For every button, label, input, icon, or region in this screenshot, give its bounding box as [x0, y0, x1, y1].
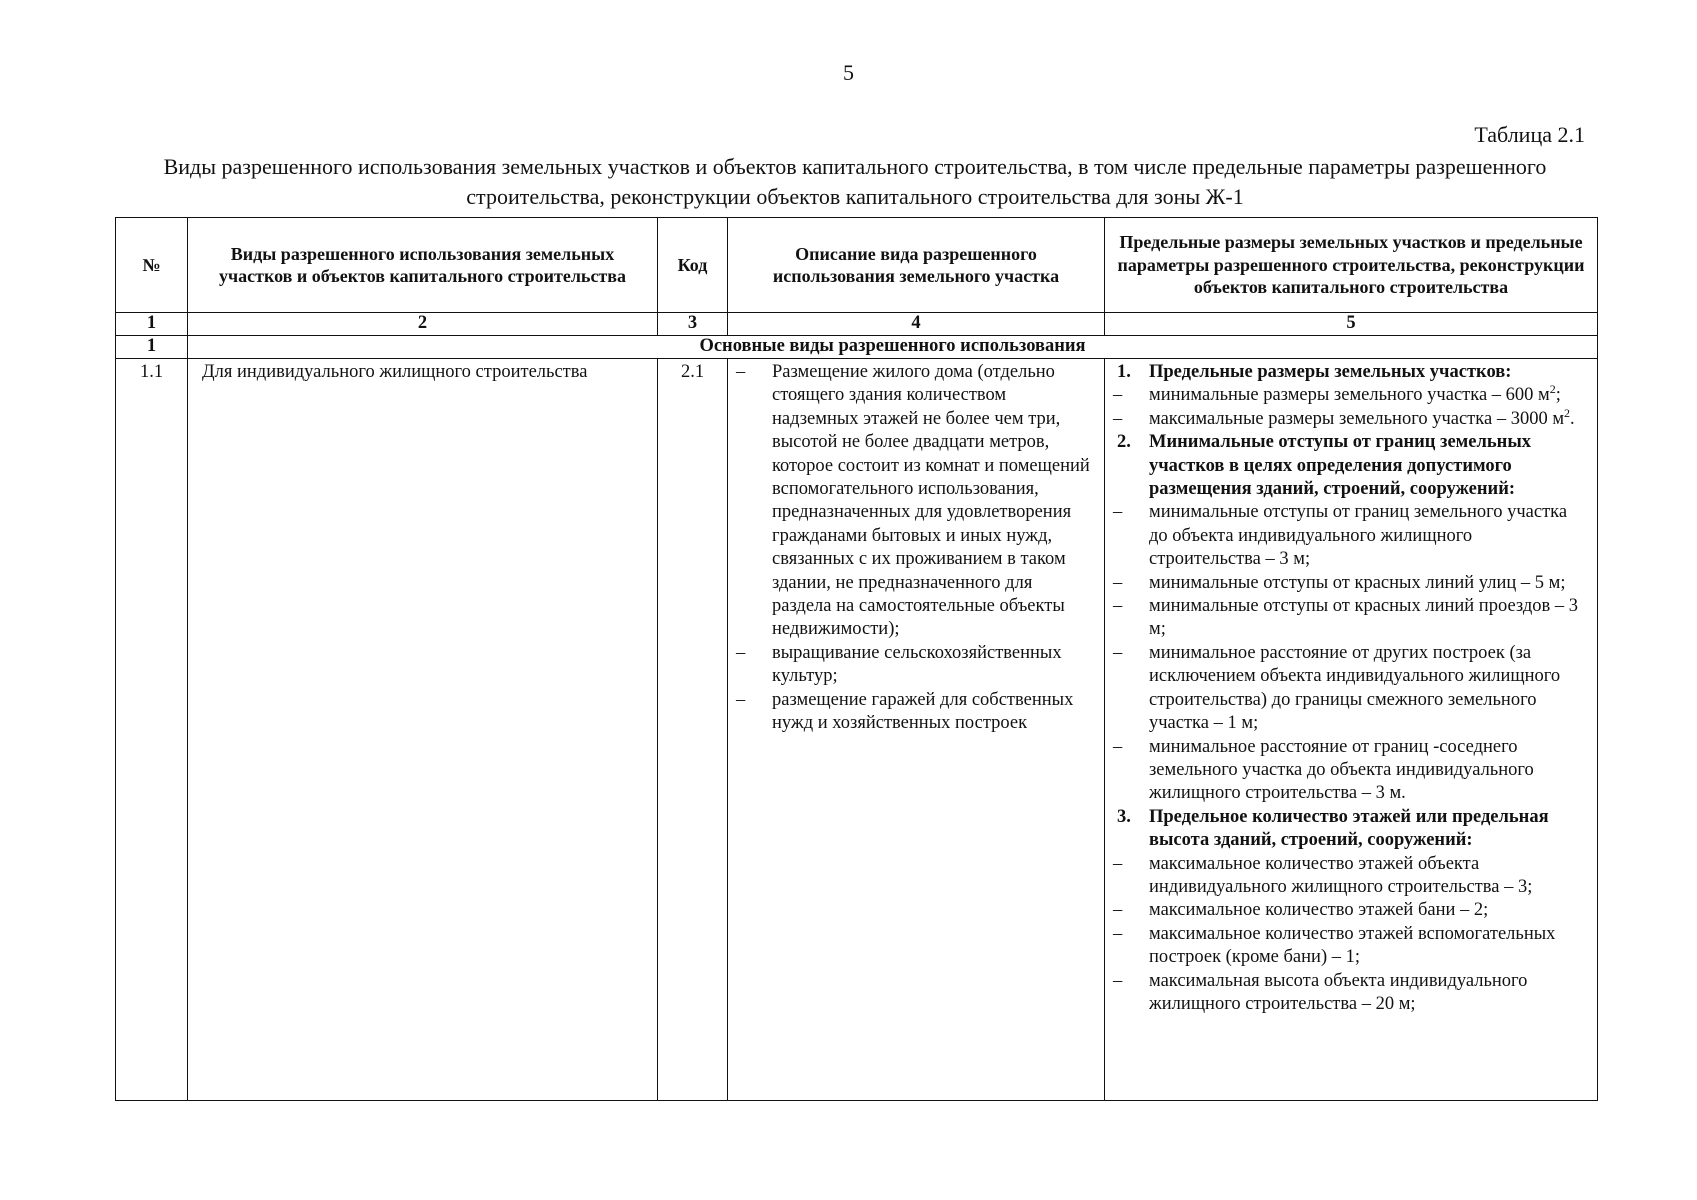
- table-title: Виды разрешенного использования земельных участков и объектов капитального строительства, в том числе предельные параметры разрешенного строительства, реконструкции объектов капитального строительства для зоны Ж-1: [163, 154, 1547, 209]
- column-number: 2: [188, 313, 658, 336]
- limit-item: – максимальная высота объекта индивидуального жилищного строительства – 20 м;: [1105, 970, 1587, 1017]
- column-number: 3: [658, 313, 728, 336]
- header-row: [116, 218, 1598, 313]
- limit-item: – максимальное количество этажей объекта индивидуального жилищного строительства – 3;: [1105, 853, 1587, 900]
- row-description: [728, 359, 1105, 1101]
- column-number: 5: [1105, 313, 1598, 336]
- header-num: №: [116, 218, 188, 313]
- description-item: – выращивание сельскохозяйственных культур;: [728, 642, 1094, 689]
- header-types: Виды разрешенного использования земельных участков и объектов капитального строительства: [188, 218, 658, 313]
- header-limits: Предельные размеры земельных участков и предельные параметры разрешенного строительства, реконструкции объектов капитального строительства: [1105, 218, 1598, 313]
- section-title: Основные виды разрешенного использования: [188, 336, 1598, 359]
- limit-item: – минимальное расстояние от границ -соседнего земельного участка до объекта индивидуального жилищного строительства – 3 м.: [1105, 736, 1587, 806]
- punct: .: [1570, 408, 1575, 429]
- section-heading: Предельные размеры земельных участков:: [1149, 362, 1512, 382]
- table-label: Таблица 2.1: [1474, 122, 1585, 147]
- section-index: 3.: [1117, 806, 1131, 827]
- limit-item: [1105, 384, 1587, 407]
- column-number: 4: [728, 313, 1105, 336]
- row-number: 1.1: [116, 359, 188, 1101]
- row-code: 2.1: [658, 359, 728, 1101]
- section-heading: Минимальные отступы от границ земельных участков в целях определения допустимого размещения зданий, строений, сооружений:: [1149, 432, 1532, 500]
- limits-section-sizes: [1105, 361, 1597, 431]
- table-row: [116, 359, 1598, 1101]
- limit-text: максимальные размеры земельного участка – 3000 м: [1149, 408, 1565, 429]
- limit-item: – минимальные отступы от красных линий улиц – 5 м;: [1105, 572, 1587, 595]
- punct: ;: [1555, 385, 1561, 406]
- description-item: – Размещение жилого дома (отдельно стоящего здания количеством надземных этажей не более чем три, высотой не более двадцати метров, которое состоит из комнат и помещений вспомогательного использования, предназначенных для удовлетворения гражданами бытовых и иных нужд, связанных с их проживанием в таком здании, не предназначенного для раздела на самостоятельные объекты недвижимости);: [728, 361, 1094, 642]
- header-description: Описание вида разрешенного использования земельного участка: [728, 218, 1105, 313]
- section-row: [116, 336, 1598, 359]
- limit-item: – минимальные отступы от красных линий проездов – 3 м;: [1105, 595, 1587, 642]
- description-item: – размещение гаражей для собственных нужд и хозяйственных построек: [728, 689, 1094, 736]
- column-number: 1: [116, 313, 188, 336]
- superscript: 2: [1564, 405, 1571, 420]
- limits-section-height: [1105, 806, 1597, 1017]
- section-number: 1: [116, 336, 188, 359]
- limit-item: [1105, 405, 1587, 431]
- section-index: 2.: [1117, 432, 1131, 453]
- page-number: 5: [843, 60, 854, 85]
- column-numbers-row: [116, 313, 1598, 336]
- limit-item: – минимальное расстояние от других построек (за исключением объекта индивидуального жилищного строительства) до границы смежного земельного участка – 1 м;: [1105, 642, 1587, 736]
- section-index: 1.: [1117, 362, 1131, 382]
- limit-item: – максимальное количество этажей вспомогательных построек (кроме бани) – 1;: [1105, 923, 1587, 970]
- zoning-table: [115, 217, 1598, 1101]
- limit-item: – минимальные отступы от границ земельного участка до объекта индивидуального жилищного строительства – 3 м;: [1105, 501, 1587, 571]
- limit-text: минимальные размеры земельного участка – 600 м: [1149, 385, 1550, 406]
- limits-section-setbacks: [1105, 431, 1597, 806]
- section-heading: Предельное количество этажей или предельная высота зданий, строений, сооружений:: [1149, 806, 1549, 851]
- row-name: Для индивидуального жилищного строительства: [188, 359, 658, 1101]
- limit-item: – максимальное количество этажей бани – 2;: [1105, 899, 1587, 922]
- superscript: 2: [1549, 382, 1556, 397]
- row-limits: [1105, 359, 1598, 1101]
- header-code: Код: [658, 218, 728, 313]
